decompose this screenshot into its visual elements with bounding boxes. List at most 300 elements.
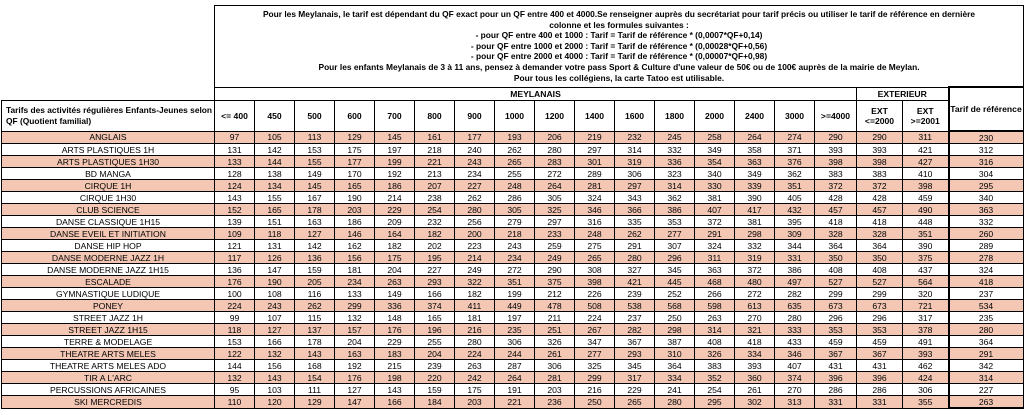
price-cell: 263 — [455, 360, 495, 372]
price-cell: 306 — [615, 168, 655, 180]
price-cell: 211 — [535, 312, 575, 324]
price-cell: 305 — [535, 192, 575, 204]
price-cell: 374 — [415, 300, 455, 312]
price-cell: 163 — [335, 348, 375, 360]
price-cell: 196 — [415, 324, 455, 336]
price-cell: 306 — [903, 384, 949, 396]
price-cell: 262 — [295, 300, 335, 312]
price-cell: 280 — [775, 312, 815, 324]
price-cell: 319 — [735, 252, 775, 264]
price-cell: 297 — [615, 180, 655, 192]
price-cell: 459 — [815, 336, 857, 348]
reference-price-cell: 312 — [949, 144, 1024, 156]
price-cell: 673 — [815, 300, 857, 312]
price-cell: 232 — [415, 216, 455, 228]
qf-column-header: 1400 — [575, 100, 615, 131]
activity-name: CIRQUE 1H — [2, 180, 215, 192]
price-cell: 193 — [495, 131, 535, 144]
price-cell: 349 — [695, 144, 735, 156]
price-cell: 132 — [255, 348, 295, 360]
price-cell: 375 — [903, 252, 949, 264]
price-cell: 168 — [295, 360, 335, 372]
activity-name: CIRQUE 1H30 — [2, 192, 215, 204]
price-cell: 133 — [335, 288, 375, 300]
price-cell: 331 — [775, 252, 815, 264]
reference-price-cell: 363 — [949, 204, 1024, 216]
price-cell: 207 — [415, 180, 455, 192]
price-cell: 212 — [535, 288, 575, 300]
price-cell: 199 — [495, 288, 535, 300]
price-cell: 301 — [575, 156, 615, 168]
price-cell: 262 — [455, 192, 495, 204]
price-cell: 527 — [857, 276, 903, 288]
price-cell: 333 — [775, 324, 815, 336]
price-cell: 149 — [295, 168, 335, 180]
price-cell: 336 — [375, 300, 415, 312]
price-cell: 176 — [335, 372, 375, 384]
table-row — [2, 384, 1024, 396]
price-cell: 313 — [775, 396, 815, 409]
price-cell: 131 — [255, 240, 295, 252]
price-cell: 321 — [735, 324, 775, 336]
price-cell: 238 — [415, 192, 455, 204]
price-cell: 323 — [655, 168, 695, 180]
price-cell: 264 — [495, 372, 535, 384]
price-cell: 421 — [903, 144, 949, 156]
price-cell: 245 — [655, 131, 695, 144]
price-cell: 290 — [857, 131, 903, 144]
price-cell: 203 — [335, 204, 375, 216]
price-cell: 343 — [615, 192, 655, 204]
price-cell: 538 — [615, 300, 655, 312]
qf-column-header: 1200 — [535, 100, 575, 131]
price-cell: 351 — [495, 276, 535, 288]
price-cell: 673 — [857, 300, 903, 312]
price-cell: 256 — [455, 216, 495, 228]
price-cell: 417 — [735, 204, 775, 216]
qf-column-header: 1000 — [495, 100, 535, 131]
price-cell: 233 — [535, 228, 575, 240]
table-row — [2, 240, 1024, 252]
activity-name: STREET JAZZ 1H — [2, 312, 215, 324]
price-cell: 293 — [415, 276, 455, 288]
price-cell: 346 — [575, 204, 615, 216]
table-row — [2, 324, 1024, 336]
price-cell: 161 — [415, 131, 455, 144]
price-cell: 129 — [295, 396, 335, 409]
price-cell: 398 — [903, 180, 949, 192]
price-cell: 164 — [375, 228, 415, 240]
price-cell: 242 — [455, 372, 495, 384]
price-cell: 297 — [575, 144, 615, 156]
price-cell: 240 — [455, 144, 495, 156]
price-cell: 182 — [415, 228, 455, 240]
price-cell: 166 — [415, 288, 455, 300]
price-cell: 216 — [575, 384, 615, 396]
price-cell: 227 — [415, 264, 455, 276]
reference-price-cell: 263 — [949, 396, 1024, 409]
info-line: Pour les enfants Meylanais de 3 à 11 ans, pensez à demander votre pass Sport & Culture d'une valeur de 50€ ou de 100€ auprès de la mairie de Meylan. — [318, 61, 920, 72]
price-cell: 345 — [615, 360, 655, 372]
price-cell: 307 — [655, 240, 695, 252]
price-cell: 184 — [415, 396, 455, 409]
price-cell: 182 — [375, 240, 415, 252]
price-cell: 262 — [615, 228, 655, 240]
price-cell: 264 — [535, 180, 575, 192]
price-cell: 97 — [215, 131, 255, 144]
price-cell: 497 — [775, 276, 815, 288]
price-cell: 282 — [775, 288, 815, 300]
price-cell: 418 — [735, 336, 775, 348]
price-cell: 351 — [903, 228, 949, 240]
group-meylanais: MEYLANAIS — [215, 87, 857, 100]
price-cell: 143 — [375, 384, 415, 396]
price-cell: 424 — [903, 372, 949, 384]
price-cell: 334 — [735, 348, 775, 360]
table-row — [2, 228, 1024, 240]
info-line: Pour tous les collégiens, la carte Tatoo est utilisable. — [513, 72, 725, 83]
activity-name: STREET JAZZ 1H15 — [2, 324, 215, 336]
group-exterieur: EXTERIEUR — [857, 87, 949, 100]
price-cell: 398 — [857, 156, 903, 168]
price-cell: 243 — [255, 300, 295, 312]
price-cell: 251 — [535, 324, 575, 336]
table-row — [2, 131, 1024, 144]
price-cell: 286 — [857, 384, 903, 396]
price-cell: 107 — [255, 312, 295, 324]
qf-column-header: 2400 — [735, 100, 775, 131]
qf-column-header: 1600 — [615, 100, 655, 131]
price-cell: 111 — [295, 384, 335, 396]
price-cell: 186 — [335, 216, 375, 228]
price-cell: 386 — [655, 204, 695, 216]
price-cell: 177 — [335, 156, 375, 168]
price-cell: 372 — [857, 180, 903, 192]
price-cell: 349 — [735, 168, 775, 180]
price-cell: 274 — [775, 131, 815, 144]
reference-price-cell: 314 — [949, 372, 1024, 384]
price-cell: 328 — [815, 228, 857, 240]
price-cell: 353 — [857, 324, 903, 336]
price-cell: 241 — [655, 384, 695, 396]
activity-name: DANSE MODERNE JAZZ 1H — [2, 252, 215, 264]
price-cell: 320 — [903, 288, 949, 300]
reference-price-cell: 295 — [949, 180, 1024, 192]
reference-price-cell: 304 — [949, 168, 1024, 180]
activity-name: GYMNASTIQUE LUDIQUE — [2, 288, 215, 300]
info-box — [215, 6, 1024, 88]
price-cell: 265 — [495, 156, 535, 168]
price-cell: 437 — [903, 264, 949, 276]
price-cell: 568 — [655, 300, 695, 312]
price-cell: 351 — [775, 180, 815, 192]
price-cell: 265 — [615, 396, 655, 409]
price-cell: 124 — [215, 180, 255, 192]
price-cell: 491 — [903, 336, 949, 348]
table-row — [2, 312, 1024, 324]
price-cell: 448 — [903, 216, 949, 228]
price-cell: 381 — [695, 192, 735, 204]
price-cell: 490 — [903, 204, 949, 216]
price-cell: 286 — [815, 384, 857, 396]
price-cell: 293 — [615, 348, 655, 360]
price-cell: 181 — [335, 264, 375, 276]
price-cell: 302 — [735, 396, 775, 409]
price-cell: 457 — [815, 204, 857, 216]
table-row — [2, 276, 1024, 288]
price-cell: 396 — [857, 372, 903, 384]
price-cell: 234 — [335, 276, 375, 288]
price-cell: 393 — [735, 360, 775, 372]
qf-column-header: 2000 — [695, 100, 735, 131]
price-cell: 280 — [455, 336, 495, 348]
price-cell: 134 — [255, 180, 295, 192]
reference-price-cell: 534 — [949, 300, 1024, 312]
price-cell: 137 — [295, 324, 335, 336]
price-cell: 325 — [575, 360, 615, 372]
price-cell: 145 — [375, 131, 415, 144]
price-cell: 372 — [735, 264, 775, 276]
reference-price-cell: 364 — [949, 336, 1024, 348]
price-cell: 296 — [815, 312, 857, 324]
price-cell: 275 — [575, 240, 615, 252]
price-cell: 317 — [615, 372, 655, 384]
price-cell: 360 — [735, 372, 775, 384]
price-cell: 202 — [415, 240, 455, 252]
price-cell: 421 — [615, 276, 655, 288]
qf-column-header: 800 — [415, 100, 455, 131]
price-cell: 267 — [575, 324, 615, 336]
price-cell: 411 — [455, 300, 495, 312]
ext-column-header: EXT <=2000 — [857, 100, 903, 131]
price-cell: 214 — [375, 192, 415, 204]
price-cell: 190 — [335, 192, 375, 204]
price-cell: 362 — [775, 168, 815, 180]
table-row — [2, 192, 1024, 204]
price-cell: 200 — [455, 228, 495, 240]
price-cell: 224 — [575, 312, 615, 324]
price-cell: 218 — [415, 144, 455, 156]
price-cell: 175 — [455, 384, 495, 396]
price-cell: 147 — [255, 264, 295, 276]
table-row — [2, 252, 1024, 264]
price-cell: 272 — [495, 264, 535, 276]
price-cell: 345 — [655, 264, 695, 276]
price-cell: 156 — [255, 360, 295, 372]
price-cell: 205 — [295, 276, 335, 288]
price-cell: 224 — [455, 348, 495, 360]
price-cell: 121 — [215, 240, 255, 252]
price-cell: 203 — [455, 396, 495, 409]
price-cell: 322 — [455, 276, 495, 288]
price-cell: 218 — [495, 228, 535, 240]
price-cell: 159 — [415, 384, 455, 396]
activity-name: ARTS PLASTIQUES 1H30 — [2, 156, 215, 168]
price-cell: 311 — [903, 131, 949, 144]
price-cell: 386 — [775, 264, 815, 276]
qf-column-header: 450 — [255, 100, 295, 131]
price-cell: 366 — [615, 204, 655, 216]
qf-column-header: 3000 — [775, 100, 815, 131]
table-row — [2, 144, 1024, 156]
price-cell: 264 — [735, 131, 775, 144]
price-cell: 372 — [815, 180, 857, 192]
price-cell: 204 — [375, 264, 415, 276]
price-cell: 165 — [415, 312, 455, 324]
price-cell: 390 — [903, 240, 949, 252]
activity-name: DANSE MODERNE JAZZ 1H15 — [2, 264, 215, 276]
info-line: - pour QF entre 400 et 1000 : Tarif = Tarif de référence * (0,0007*QF+0,14) — [475, 30, 763, 41]
price-cell: 197 — [375, 144, 415, 156]
table-row — [2, 300, 1024, 312]
price-cell: 280 — [455, 204, 495, 216]
price-cell: 381 — [735, 216, 775, 228]
table-row — [2, 204, 1024, 216]
price-cell: 296 — [655, 252, 695, 264]
price-cell: 367 — [815, 348, 857, 360]
price-cell: 347 — [575, 336, 615, 348]
blank-corner — [2, 6, 215, 88]
price-cell: 182 — [455, 288, 495, 300]
price-cell: 236 — [535, 396, 575, 409]
price-cell: 427 — [903, 156, 949, 168]
price-cell: 254 — [415, 204, 455, 216]
reference-price-cell: 291 — [949, 348, 1024, 360]
price-cell: 178 — [295, 336, 335, 348]
price-cell: 248 — [495, 180, 535, 192]
price-cell: 216 — [455, 324, 495, 336]
reference-price-cell: 235 — [949, 312, 1024, 324]
activity-name: TIR A L'ARC — [2, 372, 215, 384]
price-cell: 243 — [455, 156, 495, 168]
price-cell: 263 — [375, 276, 415, 288]
price-cell: 378 — [903, 324, 949, 336]
price-cell: 234 — [455, 168, 495, 180]
qf-column-header: >=4000 — [815, 100, 857, 131]
price-cell: 153 — [295, 144, 335, 156]
price-cell: 181 — [455, 312, 495, 324]
price-cell: 480 — [735, 276, 775, 288]
price-cell: 237 — [615, 312, 655, 324]
price-cell: 99 — [215, 312, 255, 324]
price-cell: 457 — [857, 204, 903, 216]
price-cell: 157 — [335, 324, 375, 336]
price-cell: 162 — [335, 240, 375, 252]
activity-name: ESCALADE — [2, 276, 215, 288]
table-row — [2, 156, 1024, 168]
price-cell: 266 — [695, 288, 735, 300]
price-cell: 234 — [495, 252, 535, 264]
price-cell: 613 — [735, 300, 775, 312]
reference-price-cell: 418 — [949, 276, 1024, 288]
price-cell: 250 — [655, 312, 695, 324]
price-cell: 156 — [335, 252, 375, 264]
price-cell: 332 — [735, 240, 775, 252]
price-cell: 331 — [815, 396, 857, 409]
price-cell: 229 — [615, 384, 655, 396]
price-cell: 221 — [495, 396, 535, 409]
price-cell: 390 — [735, 192, 775, 204]
price-cell: 166 — [375, 396, 415, 409]
price-cell: 309 — [775, 228, 815, 240]
price-cell: 252 — [655, 288, 695, 300]
table-row — [2, 180, 1024, 192]
price-cell: 255 — [415, 336, 455, 348]
price-cell: 262 — [495, 144, 535, 156]
price-cell: 115 — [295, 312, 335, 324]
price-cell: 270 — [735, 312, 775, 324]
price-cell: 258 — [695, 131, 735, 144]
price-cell: 428 — [857, 192, 903, 204]
price-cell: 265 — [575, 252, 615, 264]
price-cell: 350 — [815, 252, 857, 264]
price-cell: 299 — [575, 372, 615, 384]
price-cell: 428 — [815, 192, 857, 204]
price-cell: 407 — [775, 360, 815, 372]
price-cell: 335 — [615, 216, 655, 228]
price-cell: 197 — [495, 312, 535, 324]
price-cell: 259 — [535, 240, 575, 252]
table-row — [2, 372, 1024, 384]
qf-column-header: 600 — [335, 100, 375, 131]
price-cell: 298 — [735, 228, 775, 240]
price-cell: 353 — [815, 324, 857, 336]
price-cell: 305 — [495, 204, 535, 216]
price-cell: 290 — [815, 131, 857, 144]
price-cell: 116 — [295, 288, 335, 300]
price-cell: 100 — [215, 288, 255, 300]
price-cell: 405 — [775, 192, 815, 204]
price-cell: 408 — [857, 264, 903, 276]
info-line: colonne et les formules suivantes : — [549, 19, 689, 30]
price-cell: 408 — [815, 264, 857, 276]
price-cell: 198 — [375, 372, 415, 384]
reference-price-cell: 332 — [949, 216, 1024, 228]
price-cell: 721 — [903, 300, 949, 312]
reference-price-cell: 278 — [949, 252, 1024, 264]
price-cell: 149 — [375, 288, 415, 300]
reference-price-cell: 340 — [949, 192, 1024, 204]
price-cell: 344 — [775, 240, 815, 252]
price-cell: 328 — [857, 228, 903, 240]
reference-price-cell: 227 — [949, 384, 1024, 396]
info-line: Pour les Meylanais, le tarif est dépendant du QF exact pour un QF entre 400 et 4000.Se renseigner auprès du secrétariat pour tarif précis ou utiliser le tarif de référence en dernière — [262, 9, 976, 19]
price-cell: 133 — [215, 156, 255, 168]
price-cell: 372 — [695, 216, 735, 228]
group-reference: Tarif de référence — [949, 87, 1024, 131]
price-cell: 132 — [215, 372, 255, 384]
price-cell: 127 — [335, 384, 375, 396]
price-cell: 183 — [375, 348, 415, 360]
qf-column-header: <= 400 — [215, 100, 255, 131]
activity-name: BD MANGA — [2, 168, 215, 180]
price-cell: 393 — [815, 144, 857, 156]
price-cell: 295 — [695, 396, 735, 409]
price-cell: 229 — [375, 204, 415, 216]
price-cell: 281 — [575, 180, 615, 192]
price-cell: 306 — [535, 360, 575, 372]
price-cell: 291 — [695, 228, 735, 240]
price-cell: 214 — [455, 252, 495, 264]
price-cell: 314 — [695, 324, 735, 336]
price-cell: 154 — [295, 372, 335, 384]
price-cell: 432 — [775, 204, 815, 216]
price-cell: 364 — [655, 360, 695, 372]
price-cell: 277 — [575, 348, 615, 360]
table-row — [2, 396, 1024, 409]
price-cell: 108 — [255, 288, 295, 300]
price-cell: 383 — [857, 168, 903, 180]
